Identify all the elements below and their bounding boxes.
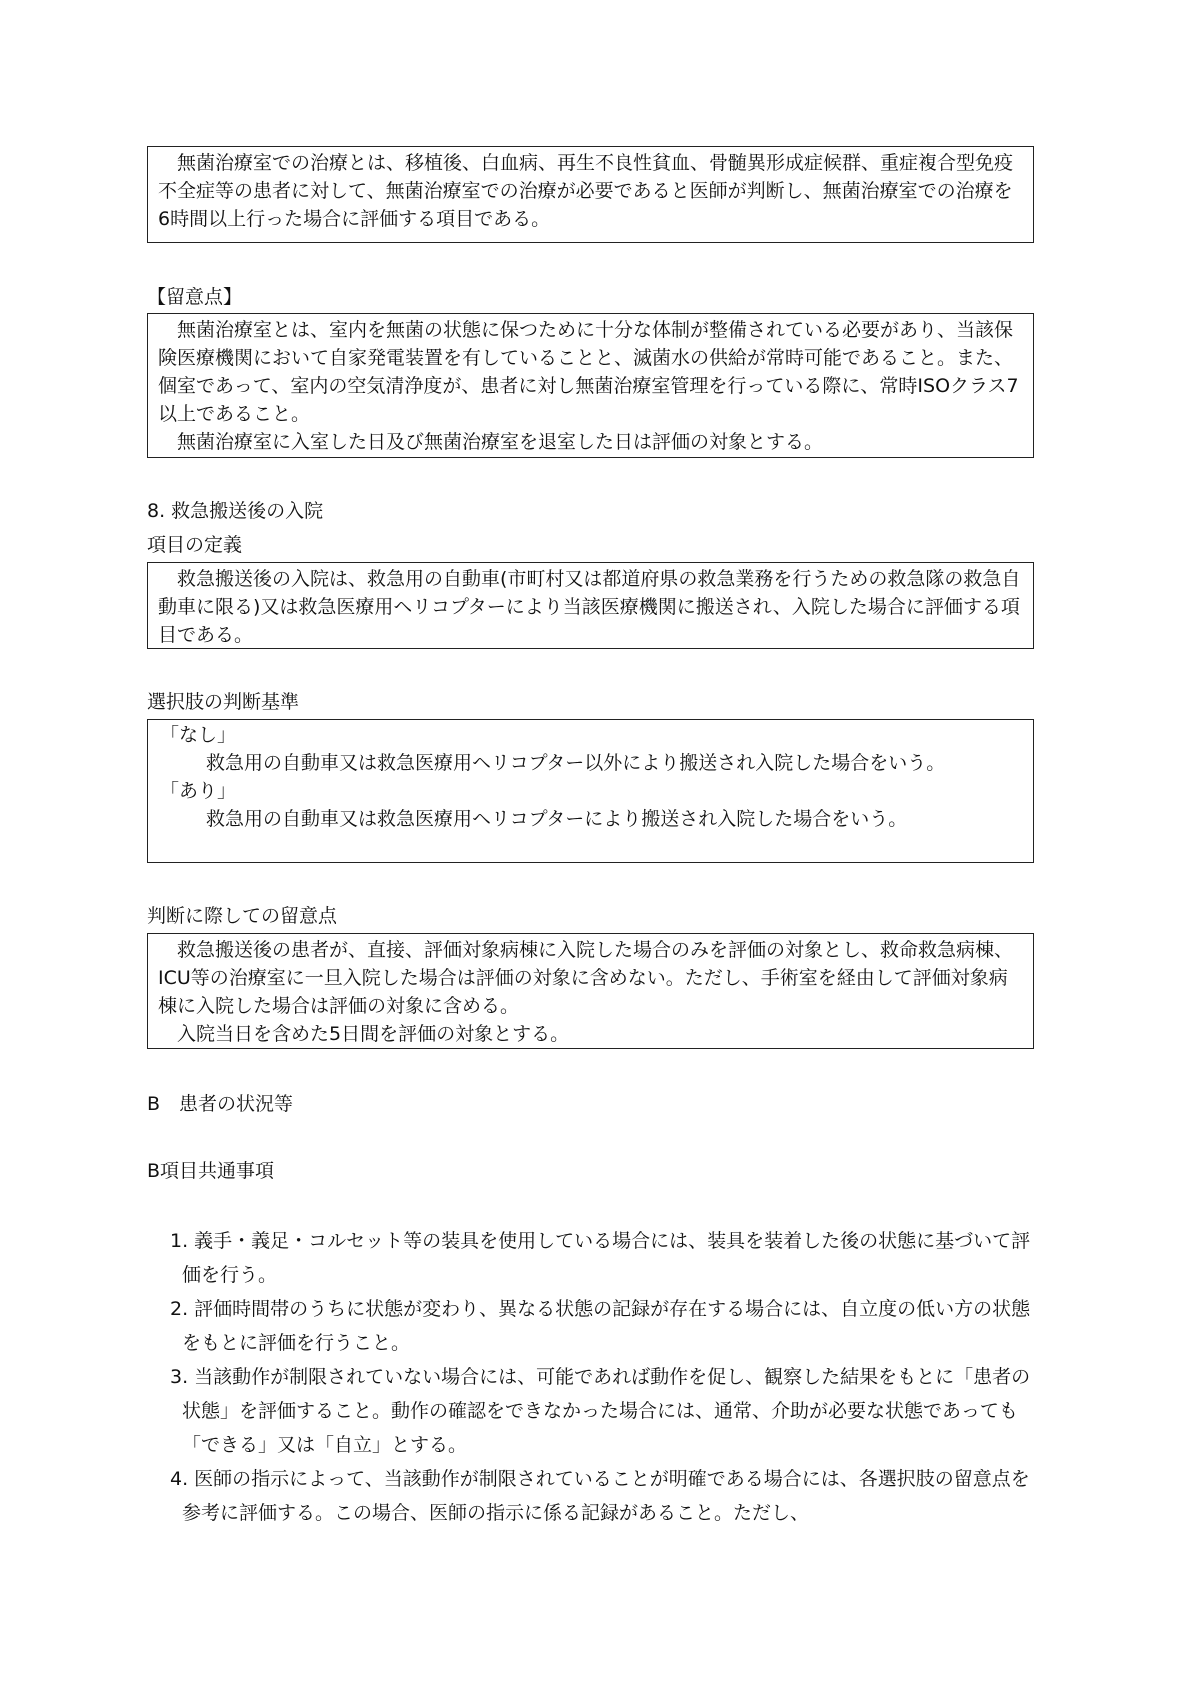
definition-box-emergency-transport: [147, 562, 1034, 649]
notes-box-sterile-room: [147, 313, 1034, 458]
option-none-text: 救急用の自動車又は救急医療用ヘリコプター以外により搬送され入院した場合をいう。: [206, 752, 946, 774]
definition-heading: 項目の定義: [147, 534, 243, 556]
section-8-title: 8. 救急搬送後の入院: [147, 500, 324, 522]
option-none-label: 「なし」: [160, 724, 237, 746]
section-b-title: B 患者の状況等: [147, 1093, 294, 1115]
option-yes-text: 救急用の自動車又は救急医療用ヘリコプターにより搬送され入院した場合をいう。: [206, 808, 908, 830]
criteria-box: [147, 719, 1034, 863]
judgment-notes-text-1: 救急搬送後の患者が、直接、評価対象病棟に入院した場合のみを評価の対象とし、救命救急病棟、ICU等の治療室に一旦入院した場合は評価の対象に含めない。ただし、手術室を経由して評価対象病棟に入院した場合は評価の対象に含める。: [158, 939, 1014, 1017]
list-item: 1. 義手・義足・コルセット等の装具を使用している場合には、装具を装着した後の状態に基づいて評価を行う。: [170, 1230, 1031, 1286]
b-common-list: [170, 1224, 1034, 1530]
option-yes-label: 「あり」: [160, 780, 237, 802]
judgment-notes-heading: 判断に際しての留意点: [147, 905, 338, 927]
b-common-heading: B項目共通事項: [147, 1160, 275, 1182]
list-item: 3. 当該動作が制限されていない場合には、可能であれば動作を促し、観察した結果をもとに「患者の状態」を評価すること。動作の確認をできなかった場合には、通常、介助が必要な状態であっても「できる」又は「自立」とする。: [170, 1366, 1031, 1456]
sterile-room-notes-text-1: 無菌治療室とは、室内を無菌の状態に保つために十分な体制が整備されている必要があり、当該保険医療機関において自家発電装置を有していることと、滅菌水の供給が常時可能であること。また、個室であって、室内の空気清浄度が、患者に対し無菌治療室管理を行っている際に、常時ISOクラス7以上であること。: [158, 319, 1019, 425]
sterile-room-definition-text: 無菌治療室での治療とは、移植後、白血病、再生不良性貧血、骨髄異形成症候群、重症複合型免疫不全症等の患者に対して、無菌治療室での治療が必要であると医師が判断し、無菌治療室での治療を6時間以上行った場合に評価する項目である。: [158, 152, 1014, 230]
definition-box-sterile-room: [147, 146, 1034, 243]
emergency-transport-definition-text: 救急搬送後の入院は、救急用の自動車(市町村又は都道府県の救急業務を行うための救急隊の救急自動車に限る)又は救急医療用ヘリコプターにより当該医療機関に搬送され、入院した場合に評価する項目である。: [158, 568, 1021, 646]
sterile-room-notes-text-2: 無菌治療室に入室した日及び無菌治療室を退室した日は評価の対象とする。: [177, 431, 824, 453]
notes-heading: 【留意点】: [147, 286, 243, 308]
judgment-notes-box: [147, 933, 1034, 1049]
list-item: 2. 評価時間帯のうちに状態が変わり、異なる状態の記録が存在する場合には、自立度の低い方の状態をもとに評価を行うこと。: [170, 1298, 1031, 1354]
judgment-notes-text-2: 入院当日を含めた5日間を評価の対象とする。: [177, 1023, 570, 1045]
list-item: 4. 医師の指示によって、当該動作が制限されていることが明確である場合には、各選択肢の留意点を参考に評価する。この場合、医師の指示に係る記録があること。ただし、: [170, 1468, 1030, 1524]
criteria-heading: 選択肢の判断基準: [147, 691, 300, 713]
